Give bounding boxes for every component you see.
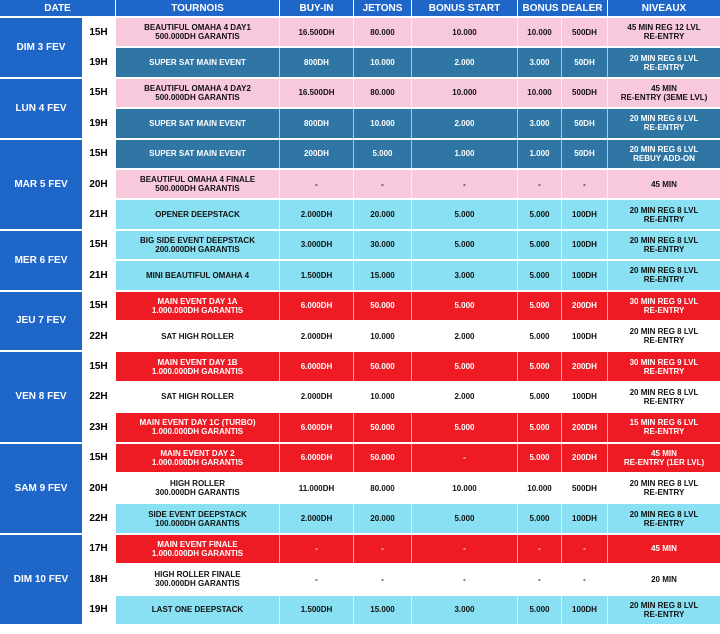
niveaux-cell bbox=[608, 596, 720, 624]
bonus-start2-cell: 5.000 bbox=[518, 352, 562, 380]
hour-cell: 22H bbox=[82, 322, 116, 350]
buyin-cell: 6.000DH bbox=[280, 444, 354, 472]
buyin-cell: - bbox=[280, 170, 354, 198]
bonus-start-cell: 2.000 bbox=[412, 109, 518, 137]
niveaux-line: 45 MIN bbox=[651, 544, 677, 554]
bonus-start2-cell: 5.000 bbox=[518, 504, 562, 532]
table-row bbox=[82, 535, 720, 565]
table-row bbox=[82, 322, 720, 352]
bonus-start-cell: 2.000 bbox=[412, 48, 518, 76]
bonus-start2-cell: 10.000 bbox=[518, 79, 562, 107]
jetons-cell: 50.000 bbox=[354, 292, 412, 320]
bonus-dealer-cell: 100DH bbox=[562, 383, 608, 411]
buyin-cell: 2.000DH bbox=[280, 383, 354, 411]
jetons-cell: 10.000 bbox=[354, 383, 412, 411]
bonus-start-cell: 5.000 bbox=[412, 200, 518, 228]
tournoi-line: 1.000.000DH GARANTIS bbox=[151, 366, 244, 376]
buyin-cell: 6.000DH bbox=[280, 413, 354, 441]
niveaux-cell bbox=[608, 140, 720, 168]
table-row bbox=[82, 352, 720, 382]
bonus-start2-cell: - bbox=[518, 170, 562, 198]
bonus-dealer-cell: 100DH bbox=[562, 504, 608, 532]
niveaux-cell bbox=[608, 170, 720, 198]
hour-cell: 19H bbox=[82, 596, 116, 624]
bonus-start-cell: 5.000 bbox=[412, 231, 518, 259]
day-label: VEN 8 FEV bbox=[0, 352, 82, 443]
tournoi-line: BEAUTIFUL OMAHA 4 DAY2 bbox=[144, 83, 251, 93]
bonus-start-cell: 5.000 bbox=[412, 504, 518, 532]
bonus-dealer-cell: 50DH bbox=[562, 109, 608, 137]
niveaux-cell bbox=[608, 565, 720, 593]
table-row bbox=[82, 109, 720, 139]
bonus-start-cell: 5.000 bbox=[412, 352, 518, 380]
jetons-cell: - bbox=[354, 565, 412, 593]
header-bonus-dealer: BONUS DEALER bbox=[518, 0, 608, 16]
tournoi-line: MAIN EVENT DAY 2 bbox=[160, 448, 235, 458]
bonus-start2-cell: 10.000 bbox=[518, 18, 562, 46]
tournoi-cell bbox=[116, 596, 280, 624]
jetons-cell: 50.000 bbox=[354, 352, 412, 380]
tournoi-cell bbox=[116, 200, 280, 228]
hour-cell: 23H bbox=[82, 413, 116, 441]
bonus-start-cell: 10.000 bbox=[412, 474, 518, 502]
niveaux-line: RE-ENTRY (3EME LVL) bbox=[620, 92, 708, 102]
tournoi-cell bbox=[116, 565, 280, 593]
tournoi-cell bbox=[116, 292, 280, 320]
table-row bbox=[82, 48, 720, 78]
tournoi-cell bbox=[116, 231, 280, 259]
niveaux-cell bbox=[608, 48, 720, 76]
day-label: MER 6 FEV bbox=[0, 231, 82, 292]
tournoi-cell bbox=[116, 170, 280, 198]
tournoi-cell bbox=[116, 444, 280, 472]
bonus-dealer-cell: 100DH bbox=[562, 261, 608, 289]
niveaux-line: RE-ENTRY (1ER LVL) bbox=[623, 457, 705, 467]
bonus-dealer-cell: 500DH bbox=[562, 18, 608, 46]
bonus-dealer-cell: 200DH bbox=[562, 352, 608, 380]
day-label: SAM 9 FEV bbox=[0, 444, 82, 535]
tournoi-line: 100.000DH GARANTIS bbox=[155, 518, 240, 528]
tournoi-line: SIDE EVENT DEEPSTACK bbox=[148, 509, 247, 519]
niveaux-line: RE-ENTRY bbox=[643, 336, 685, 346]
table-row bbox=[82, 200, 720, 230]
jetons-cell: 10.000 bbox=[354, 322, 412, 350]
niveaux-cell bbox=[608, 261, 720, 289]
buyin-cell: - bbox=[280, 565, 354, 593]
tournoi-line: SAT HIGH ROLLER bbox=[161, 392, 234, 402]
tournoi-cell bbox=[116, 18, 280, 46]
bonus-dealer-cell: 100DH bbox=[562, 231, 608, 259]
tournoi-cell bbox=[116, 413, 280, 441]
hour-cell: 15H bbox=[82, 231, 116, 259]
bonus-start-cell: 3.000 bbox=[412, 596, 518, 624]
hour-cell: 19H bbox=[82, 109, 116, 137]
niveaux-line: RE-ENTRY bbox=[643, 488, 685, 498]
tournoi-cell bbox=[116, 383, 280, 411]
niveaux-cell bbox=[608, 383, 720, 411]
tournoi-line: SUPER SAT MAIN EVENT bbox=[149, 149, 246, 159]
day-label: LUN 4 FEV bbox=[0, 79, 82, 140]
buyin-cell: 800DH bbox=[280, 109, 354, 137]
tournoi-cell bbox=[116, 322, 280, 350]
niveaux-line: 20 MIN REG 8 LVL bbox=[629, 387, 699, 397]
tournoi-line: BEAUTIFUL OMAHA 4 DAY1 bbox=[144, 23, 251, 33]
buyin-cell: 16.500DH bbox=[280, 18, 354, 46]
niveaux-cell bbox=[608, 18, 720, 46]
tournoi-cell bbox=[116, 352, 280, 380]
jetons-cell: 80.000 bbox=[354, 79, 412, 107]
tournoi-line: BIG SIDE EVENT DEEPSTACK bbox=[140, 235, 255, 245]
bonus-start2-cell: - bbox=[518, 565, 562, 593]
bonus-start2-cell: 5.000 bbox=[518, 261, 562, 289]
niveaux-cell bbox=[608, 504, 720, 532]
jetons-cell: - bbox=[354, 535, 412, 563]
niveaux-line: RE-ENTRY bbox=[643, 427, 685, 437]
hour-cell: 22H bbox=[82, 383, 116, 411]
niveaux-line: 20 MIN REG 8 LVL bbox=[629, 479, 699, 489]
header-niveaux: NIVEAUX bbox=[608, 0, 720, 16]
tournoi-line: SUPER SAT MAIN EVENT bbox=[149, 118, 246, 128]
bonus-start-cell: - bbox=[412, 535, 518, 563]
bonus-start-cell: 10.000 bbox=[412, 18, 518, 46]
niveaux-cell bbox=[608, 474, 720, 502]
bonus-start2-cell: 3.000 bbox=[518, 48, 562, 76]
niveaux-line: RE-ENTRY bbox=[643, 366, 685, 376]
tournoi-line: 1.000.000DH GARANTIS bbox=[151, 457, 244, 467]
bonus-start-cell: 3.000 bbox=[412, 261, 518, 289]
bonus-dealer-cell: 100DH bbox=[562, 200, 608, 228]
table-row bbox=[82, 79, 720, 109]
bonus-dealer-cell: - bbox=[562, 535, 608, 563]
bonus-dealer-cell: - bbox=[562, 170, 608, 198]
buyin-cell: 2.000DH bbox=[280, 200, 354, 228]
day-label: JEU 7 FEV bbox=[0, 292, 82, 353]
day-label: MAR 5 FEV bbox=[0, 140, 82, 231]
jetons-cell: 20.000 bbox=[354, 504, 412, 532]
hour-cell: 15H bbox=[82, 444, 116, 472]
niveaux-cell bbox=[608, 200, 720, 228]
niveaux-line: 20 MIN REG 8 LVL bbox=[629, 235, 699, 245]
niveaux-cell bbox=[608, 352, 720, 380]
niveaux-line: RE-ENTRY bbox=[643, 275, 685, 285]
tournoi-cell bbox=[116, 140, 280, 168]
table-row bbox=[82, 383, 720, 413]
bonus-start-cell: - bbox=[412, 444, 518, 472]
tournoi-line: 1.000.000DH GARANTIS bbox=[151, 548, 244, 558]
buyin-cell: - bbox=[280, 535, 354, 563]
bonus-start2-cell: - bbox=[518, 535, 562, 563]
header-date: DATE bbox=[0, 0, 116, 16]
hour-cell: 15H bbox=[82, 140, 116, 168]
bonus-dealer-cell: 50DH bbox=[562, 48, 608, 76]
niveaux-cell bbox=[608, 444, 720, 472]
day-label: DIM 3 FEV bbox=[0, 18, 82, 79]
tournoi-line: MINI BEAUTIFUL OMAHA 4 bbox=[145, 270, 250, 280]
bonus-start2-cell: 5.000 bbox=[518, 444, 562, 472]
tournoi-line: LAST ONE DEEPSTACK bbox=[151, 605, 244, 615]
table-row bbox=[82, 444, 720, 474]
day-label: DIM 10 FEV bbox=[0, 535, 82, 626]
bonus-start-cell: 10.000 bbox=[412, 79, 518, 107]
niveaux-cell bbox=[608, 535, 720, 563]
tournoi-cell bbox=[116, 504, 280, 532]
buyin-cell: 800DH bbox=[280, 48, 354, 76]
bonus-start-cell: - bbox=[412, 170, 518, 198]
bonus-start-cell: - bbox=[412, 565, 518, 593]
buyin-cell: 200DH bbox=[280, 140, 354, 168]
jetons-cell: 10.000 bbox=[354, 109, 412, 137]
niveaux-line: 20 MIN REG 8 LVL bbox=[629, 205, 699, 215]
niveaux-line: 20 MIN bbox=[651, 574, 677, 584]
bonus-dealer-cell: 100DH bbox=[562, 596, 608, 624]
bonus-start2-cell: 10.000 bbox=[518, 474, 562, 502]
bonus-start2-cell: 5.000 bbox=[518, 231, 562, 259]
table-row bbox=[82, 596, 720, 626]
tournoi-cell bbox=[116, 474, 280, 502]
niveaux-cell bbox=[608, 413, 720, 441]
niveaux-line: 30 MIN REG 9 LVL bbox=[629, 357, 699, 367]
niveaux-line: RE-ENTRY bbox=[643, 396, 685, 406]
table-row bbox=[82, 140, 720, 170]
niveaux-line: RE-ENTRY bbox=[643, 214, 685, 224]
header-bonus-start: BONUS START bbox=[412, 0, 518, 16]
buyin-cell: 6.000DH bbox=[280, 352, 354, 380]
jetons-cell: 15.000 bbox=[354, 596, 412, 624]
hour-cell: 15H bbox=[82, 292, 116, 320]
jetons-cell: 15.000 bbox=[354, 261, 412, 289]
niveaux-line: RE-ENTRY bbox=[643, 305, 685, 315]
jetons-cell: 50.000 bbox=[354, 413, 412, 441]
niveaux-line: 20 MIN REG 6 LVL bbox=[629, 53, 699, 63]
jetons-cell: 80.000 bbox=[354, 474, 412, 502]
table-row bbox=[82, 231, 720, 261]
bonus-start2-cell: 5.000 bbox=[518, 200, 562, 228]
tournoi-cell bbox=[116, 48, 280, 76]
bonus-start2-cell: 5.000 bbox=[518, 322, 562, 350]
niveaux-line: 20 MIN REG 8 LVL bbox=[629, 266, 699, 276]
tournoi-line: MAIN EVENT DAY 1B bbox=[157, 357, 238, 367]
niveaux-line: 45 MIN bbox=[651, 448, 677, 458]
tournoi-line: 500.000DH GARANTIS bbox=[155, 32, 240, 42]
niveaux-line: 45 MIN bbox=[651, 179, 677, 189]
tournoi-cell bbox=[116, 79, 280, 107]
tournoi-line: SUPER SAT MAIN EVENT bbox=[149, 58, 246, 68]
niveaux-line: 15 MIN REG 6 LVL bbox=[629, 418, 699, 428]
bonus-dealer-cell: 200DH bbox=[562, 413, 608, 441]
bonus-start2-cell: 1.000 bbox=[518, 140, 562, 168]
niveaux-line: RE-ENTRY bbox=[643, 123, 685, 133]
buyin-cell: 3.000DH bbox=[280, 231, 354, 259]
table-row bbox=[82, 565, 720, 595]
jetons-cell: 20.000 bbox=[354, 200, 412, 228]
niveaux-line: RE-ENTRY bbox=[643, 609, 685, 619]
tournoi-line: MAIN EVENT FINALE bbox=[157, 539, 238, 549]
jetons-cell: - bbox=[354, 170, 412, 198]
table-row bbox=[82, 292, 720, 322]
tournoi-line: BEAUTIFUL OMAHA 4 FINALE bbox=[139, 175, 256, 185]
jetons-cell: 5.000 bbox=[354, 140, 412, 168]
bonus-dealer-cell: 100DH bbox=[562, 322, 608, 350]
hour-cell: 21H bbox=[82, 200, 116, 228]
niveaux-line: RE-ENTRY bbox=[643, 244, 685, 254]
hour-cell: 15H bbox=[82, 79, 116, 107]
table-row bbox=[82, 170, 720, 200]
buyin-cell: 11.000DH bbox=[280, 474, 354, 502]
buyin-cell: 16.500DH bbox=[280, 79, 354, 107]
tournoi-cell bbox=[116, 261, 280, 289]
bonus-start-cell: 5.000 bbox=[412, 413, 518, 441]
buyin-cell: 2.000DH bbox=[280, 504, 354, 532]
bonus-dealer-cell: 500DH bbox=[562, 79, 608, 107]
niveaux-line: 20 MIN REG 8 LVL bbox=[629, 509, 699, 519]
bonus-dealer-cell: 200DH bbox=[562, 292, 608, 320]
bonus-start-cell: 1.000 bbox=[412, 140, 518, 168]
jetons-cell: 80.000 bbox=[354, 18, 412, 46]
niveaux-line: 20 MIN REG 6 LVL bbox=[629, 144, 699, 154]
hour-cell: 19H bbox=[82, 48, 116, 76]
tournoi-cell bbox=[116, 109, 280, 137]
niveaux-line: REBUY ADD-ON bbox=[633, 153, 695, 163]
tournoi-line: 300.000DH GARANTIS bbox=[155, 488, 240, 498]
hour-cell: 18H bbox=[82, 565, 116, 593]
niveaux-line: RE-ENTRY bbox=[643, 62, 685, 72]
bonus-dealer-cell: 500DH bbox=[562, 474, 608, 502]
table-row bbox=[82, 413, 720, 443]
hour-cell: 15H bbox=[82, 352, 116, 380]
bonus-start2-cell: 5.000 bbox=[518, 292, 562, 320]
niveaux-line: 30 MIN REG 9 LVL bbox=[629, 296, 699, 306]
bonus-dealer-cell: - bbox=[562, 565, 608, 593]
niveaux-line: 20 MIN REG 8 LVL bbox=[629, 600, 699, 610]
niveaux-line: 45 MIN bbox=[651, 83, 677, 93]
jetons-cell: 30.000 bbox=[354, 231, 412, 259]
bonus-start2-cell: 3.000 bbox=[518, 109, 562, 137]
bonus-start-cell: 2.000 bbox=[412, 383, 518, 411]
bonus-start2-cell: 5.000 bbox=[518, 596, 562, 624]
header-jetons: JETONS bbox=[354, 0, 412, 16]
tournoi-line: 1.000.000DH GARANTIS bbox=[151, 427, 244, 437]
bonus-dealer-cell: 50DH bbox=[562, 140, 608, 168]
table-row bbox=[82, 474, 720, 504]
bonus-dealer-cell: 200DH bbox=[562, 444, 608, 472]
niveaux-line: RE-ENTRY bbox=[643, 32, 685, 42]
niveaux-line: RE-ENTRY bbox=[643, 518, 685, 528]
tournoi-line: HIGH ROLLER FINALE bbox=[154, 570, 241, 580]
hour-cell: 17H bbox=[82, 535, 116, 563]
hour-cell: 15H bbox=[82, 18, 116, 46]
tournoi-line: 200.000DH GARANTIS bbox=[155, 244, 240, 254]
jetons-cell: 50.000 bbox=[354, 444, 412, 472]
table-row bbox=[82, 18, 720, 48]
bonus-start2-cell: 5.000 bbox=[518, 383, 562, 411]
niveaux-cell bbox=[608, 231, 720, 259]
niveaux-cell bbox=[608, 322, 720, 350]
tournoi-line: MAIN EVENT DAY 1A bbox=[157, 296, 238, 306]
hour-cell: 22H bbox=[82, 504, 116, 532]
hour-cell: 20H bbox=[82, 170, 116, 198]
tournoi-line: MAIN EVENT DAY 1C (TURBO) bbox=[139, 418, 256, 428]
tournoi-line: HIGH ROLLER bbox=[169, 479, 226, 489]
buyin-cell: 2.000DH bbox=[280, 322, 354, 350]
niveaux-line: 20 MIN REG 6 LVL bbox=[629, 114, 699, 124]
hour-cell: 21H bbox=[82, 261, 116, 289]
jetons-cell: 10.000 bbox=[354, 48, 412, 76]
table-row bbox=[82, 261, 720, 291]
bonus-start-cell: 2.000 bbox=[412, 322, 518, 350]
tournoi-cell bbox=[116, 535, 280, 563]
niveaux-cell bbox=[608, 109, 720, 137]
niveaux-cell bbox=[608, 79, 720, 107]
tournoi-line: 300.000DH GARANTIS bbox=[155, 579, 240, 589]
buyin-cell: 1.500DH bbox=[280, 596, 354, 624]
niveaux-line: 45 MIN REG 12 LVL bbox=[627, 23, 701, 33]
buyin-cell: 6.000DH bbox=[280, 292, 354, 320]
tournoi-line: OPENER DEEPSTACK bbox=[155, 210, 240, 220]
tournoi-line: 500.000DH GARANTIS bbox=[155, 92, 240, 102]
tournoi-line: 1.000.000DH GARANTIS bbox=[151, 305, 244, 315]
table-row bbox=[82, 504, 720, 534]
bonus-start-cell: 5.000 bbox=[412, 292, 518, 320]
bonus-start2-cell: 5.000 bbox=[518, 413, 562, 441]
tournoi-line: SAT HIGH ROLLER bbox=[161, 331, 234, 341]
niveaux-cell bbox=[608, 292, 720, 320]
hour-cell: 20H bbox=[82, 474, 116, 502]
niveaux-line: 20 MIN REG 8 LVL bbox=[629, 327, 699, 337]
tournoi-line: 500.000DH GARANTIS bbox=[155, 184, 240, 194]
header-buyin: BUY-IN bbox=[280, 0, 354, 16]
header-tournois: TOURNOIS bbox=[116, 0, 280, 16]
buyin-cell: 1.500DH bbox=[280, 261, 354, 289]
